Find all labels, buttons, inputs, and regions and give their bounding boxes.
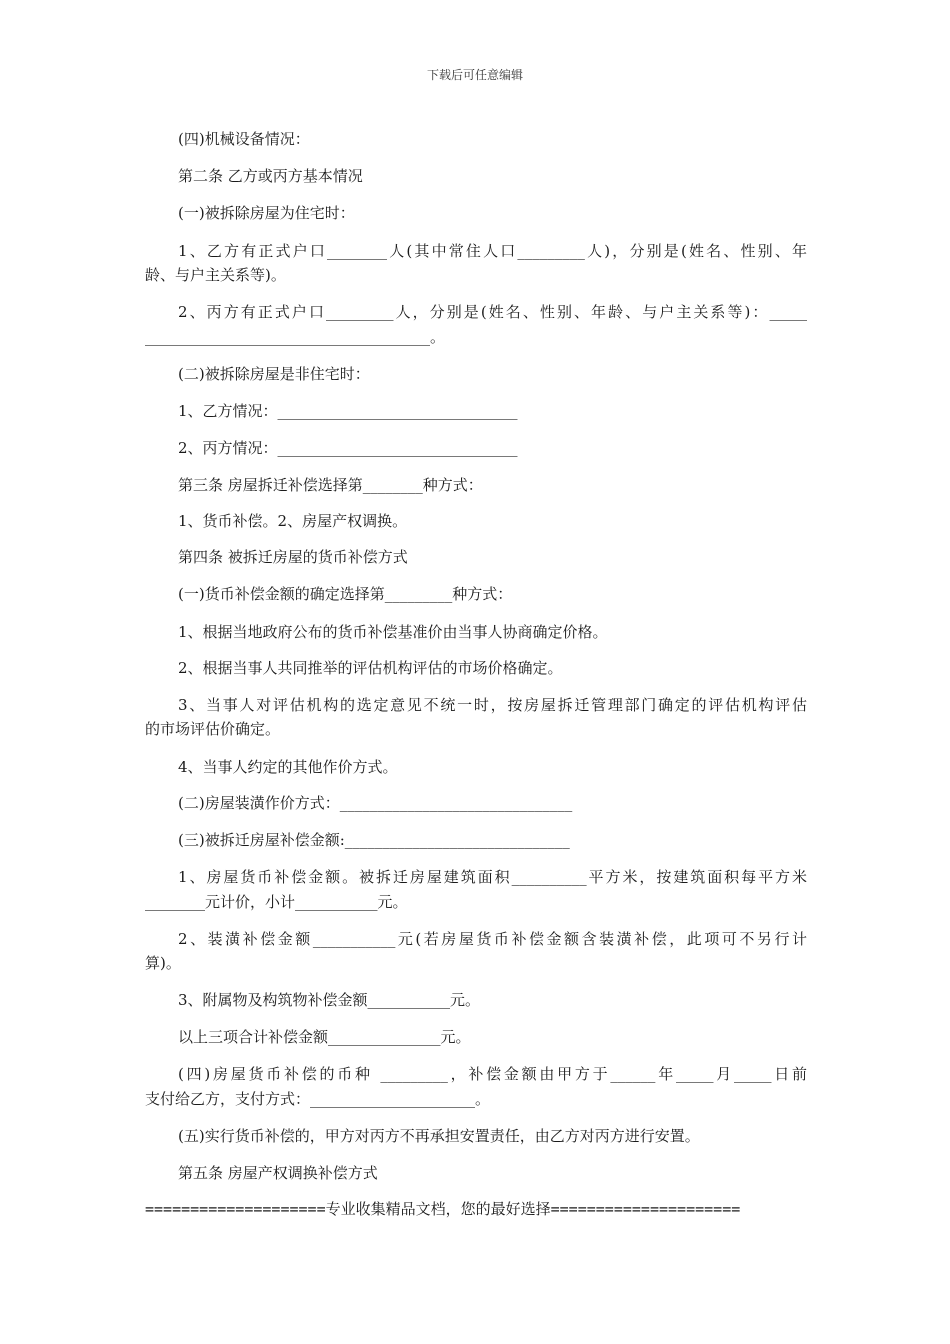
text-line: (二)被拆除房屋是非住宅时： bbox=[178, 365, 370, 383]
text-line: (一)货币补偿金额的确定选择第_________种方式： bbox=[178, 585, 513, 603]
text-line: 1、乙方有正式户口________人(其中常住人口_________人)，分别是(姓名、性别、年 bbox=[178, 242, 807, 260]
text-line: 龄、与户主关系等)。 bbox=[145, 266, 286, 284]
text-line: 2、根据当事人共同推举的评估机构评估的市场价格确定。 bbox=[178, 659, 563, 677]
article-heading: 第三条 房屋拆迁补偿选择第________种方式： bbox=[178, 476, 483, 494]
text-line: 2、丙方有正式户口_________人，分别是(姓名、性别、年龄、与户主关系等)：_____ bbox=[178, 303, 807, 321]
text-line: 以上三项合计补偿金额_______________元。 bbox=[178, 1028, 471, 1046]
article-heading: 第二条 乙方或丙方基本情况 bbox=[178, 167, 363, 185]
text-line: 4、当事人约定的其他作价方式。 bbox=[178, 758, 398, 776]
text-line: ______________________________________。 bbox=[145, 328, 446, 346]
text-line: 2、装潢补偿金额___________元(若房屋货币补偿金额含装潢补偿，此项可不另行计 bbox=[178, 930, 807, 948]
text-line: (一)被拆除房屋为住宅时： bbox=[178, 204, 355, 222]
text-line: 1、乙方情况：________________________________ bbox=[178, 402, 518, 420]
text-line: 3、附属物及构筑物补偿金额___________元。 bbox=[178, 991, 481, 1009]
article-heading: 第五条 房屋产权调换补偿方式 bbox=[178, 1164, 378, 1182]
page-header-note: 下载后可任意编辑 bbox=[426, 68, 523, 82]
text-line: ________元计价，小计___________元。 bbox=[145, 893, 408, 911]
text-line: (二)房屋装潢作价方式：_______________________________ bbox=[178, 794, 573, 812]
article-heading: 第四条 被拆迁房屋的货币补偿方式 bbox=[178, 548, 408, 566]
text-line: 算)。 bbox=[145, 954, 181, 972]
text-line: (四)房屋货币补偿的币种 _________，补偿金额由甲方于______年_____月_____日前 bbox=[178, 1065, 807, 1083]
text-line: 支付给乙方，支付方式：______________________。 bbox=[145, 1090, 491, 1108]
text-line: (五)实行货币补偿的，甲方对丙方不再承担安置责任，由乙方对丙方进行安置。 bbox=[178, 1127, 700, 1145]
text-line: 3、当事人对评估机构的选定意见不统一时，按房屋拆迁管理部门确定的评估机构评估 bbox=[178, 696, 807, 714]
text-line: (四)机械设备情况： bbox=[178, 130, 310, 148]
text-line: 的市场评估价确定。 bbox=[145, 720, 281, 738]
text-line: 1、房屋货币补偿金额。被拆迁房屋建筑面积__________平方米，按建筑面积每平方米 bbox=[178, 868, 807, 886]
text-line: 2、丙方情况：________________________________ bbox=[178, 439, 518, 457]
page-footer-banner: ====================专业收集精品文档，您的最好选择===================== bbox=[145, 1200, 741, 1218]
text-line: 1、根据当地政府公布的货币补偿基准价由当事人协商确定价格。 bbox=[178, 623, 608, 641]
text-line: 1、货币补偿。2、房屋产权调换。 bbox=[178, 512, 408, 530]
text-line: (三)被拆迁房屋补偿金额:______________________________ bbox=[178, 831, 570, 849]
